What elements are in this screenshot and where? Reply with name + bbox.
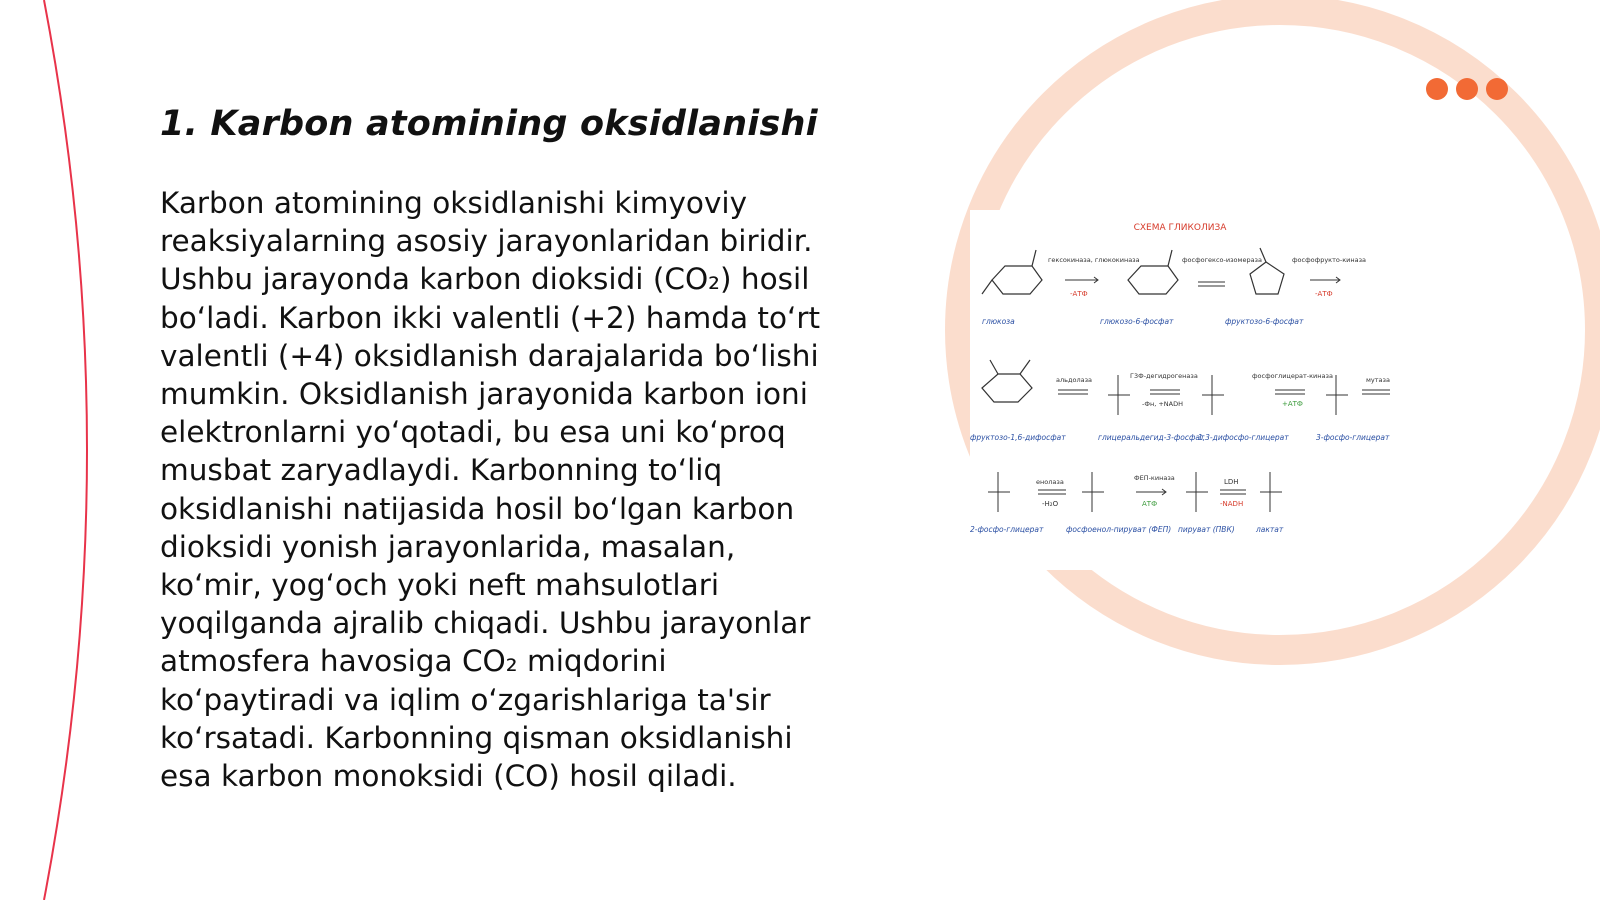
reaction-arrows-row-1: [1065, 277, 1340, 286]
enzyme-label-5: Г3Ф-дегидрогеназа: [1130, 372, 1198, 380]
enzyme-label-8: енолаза: [1036, 478, 1064, 486]
diagram-title: СХЕМА ГЛИКОЛИЗА: [1133, 223, 1227, 233]
cofactor-label-5: -H₂O: [1042, 500, 1059, 508]
left-edge-curve: [44, 0, 87, 900]
enzyme-label-4: альдолаза: [1056, 376, 1093, 384]
cofactor-label-4: +АТФ: [1282, 400, 1303, 408]
dot-2: [1456, 78, 1478, 100]
compound-label-5: глицеральдегид-3-фосфат: [1098, 433, 1205, 442]
glycolysis-diagram: [970, 210, 1420, 570]
compound-label-4: фруктозо-1,6-дифосфат: [970, 433, 1066, 442]
enzyme-label-9: ФЕП-киназа: [1134, 474, 1175, 482]
compound-label-10: пируват (ПВК): [1178, 525, 1235, 534]
cofactor-label-6: АТФ: [1142, 500, 1158, 508]
cofactor-label-1: -АТФ: [1070, 290, 1088, 298]
three-dots-icon: [1426, 78, 1508, 102]
fructose-1-6-bisphosphate-structure: [982, 360, 1032, 402]
cofactor-label-2: -АТФ: [1315, 290, 1333, 298]
compound-label-8: 2-фосфо-глицерат: [970, 525, 1044, 534]
compound-label-9: фосфоенол-пируват (ФЕП): [1066, 525, 1172, 534]
slide-body-text: Karbon atomining oksidlanishi kimyoviy reaksiyalarning asosiy jarayonlaridan biridir. Ushbu jarayonda karbon dioksidi (CO₂) hosil bo‘ladi. Karbon ikki valentli (+2) hamda to‘rt valentli (+4) oksidlanish darajalarida bo‘lishi mumkin. Oksidlanish jarayonida karbon ioni elektronlarni yo‘qotadi, bu esa uni ko‘proq musbat zaryadlaydi. Karbonning to‘liq oksidlanishi natijasida hosil bo‘lgan karbon dioksidi yonish jarayonlarida, masalan, ko‘mir, yog‘och yoki neft mahsulotlari yoqilganda ajralib chiqadi. Ushbu jarayonlar atmosfera havosiga CO₂ miqdorini ko‘paytiradi va iqlim o‘zgarishlariga ta'sir ko‘rsatadi. Karbonning qisman oksidlanishi esa karbon monoksidi (CO) hosil qiladi.: [160, 186, 821, 794]
enzyme-label-7: мутаза: [1366, 376, 1390, 384]
enzyme-label-2: фосфогексо-изомераза: [1182, 256, 1262, 264]
reaction-arrows-row-2: [1058, 390, 1390, 394]
dot-1: [1426, 78, 1448, 100]
enzyme-label-3: фосфофрукто-киназа: [1292, 256, 1367, 264]
fructose-6-phosphate-structure: [1250, 248, 1284, 294]
compound-label-3: фруктозо-6-фосфат: [1225, 317, 1304, 326]
compound-label-7: 3-фосфо-глицерат: [1316, 433, 1390, 442]
cofactor-label-3: -Фн, +NADH: [1142, 400, 1183, 408]
enzyme-label-1: гексокиназа, глюкокиназа: [1048, 256, 1140, 264]
compound-label-2: глюкозо-6-фосфат: [1100, 317, 1174, 326]
enzyme-label-6: фосфоглицерат-киназа: [1252, 372, 1333, 380]
cofactor-label-7: -NADH: [1220, 500, 1244, 508]
compound-label-6: 1,3-дифосфо-глицерат: [1198, 433, 1289, 442]
triose-structures: [1108, 375, 1348, 415]
compound-label-11: лактат: [1256, 525, 1284, 534]
slide-title: 1. Karbon atomining oksidlanishi: [160, 104, 818, 144]
dot-3: [1486, 78, 1508, 100]
enzyme-label-10: LDH: [1224, 478, 1239, 486]
reaction-arrows-row-3: [1038, 489, 1246, 495]
compound-label-1: глюкоза: [982, 317, 1015, 326]
glucose-structure: [982, 250, 1042, 294]
